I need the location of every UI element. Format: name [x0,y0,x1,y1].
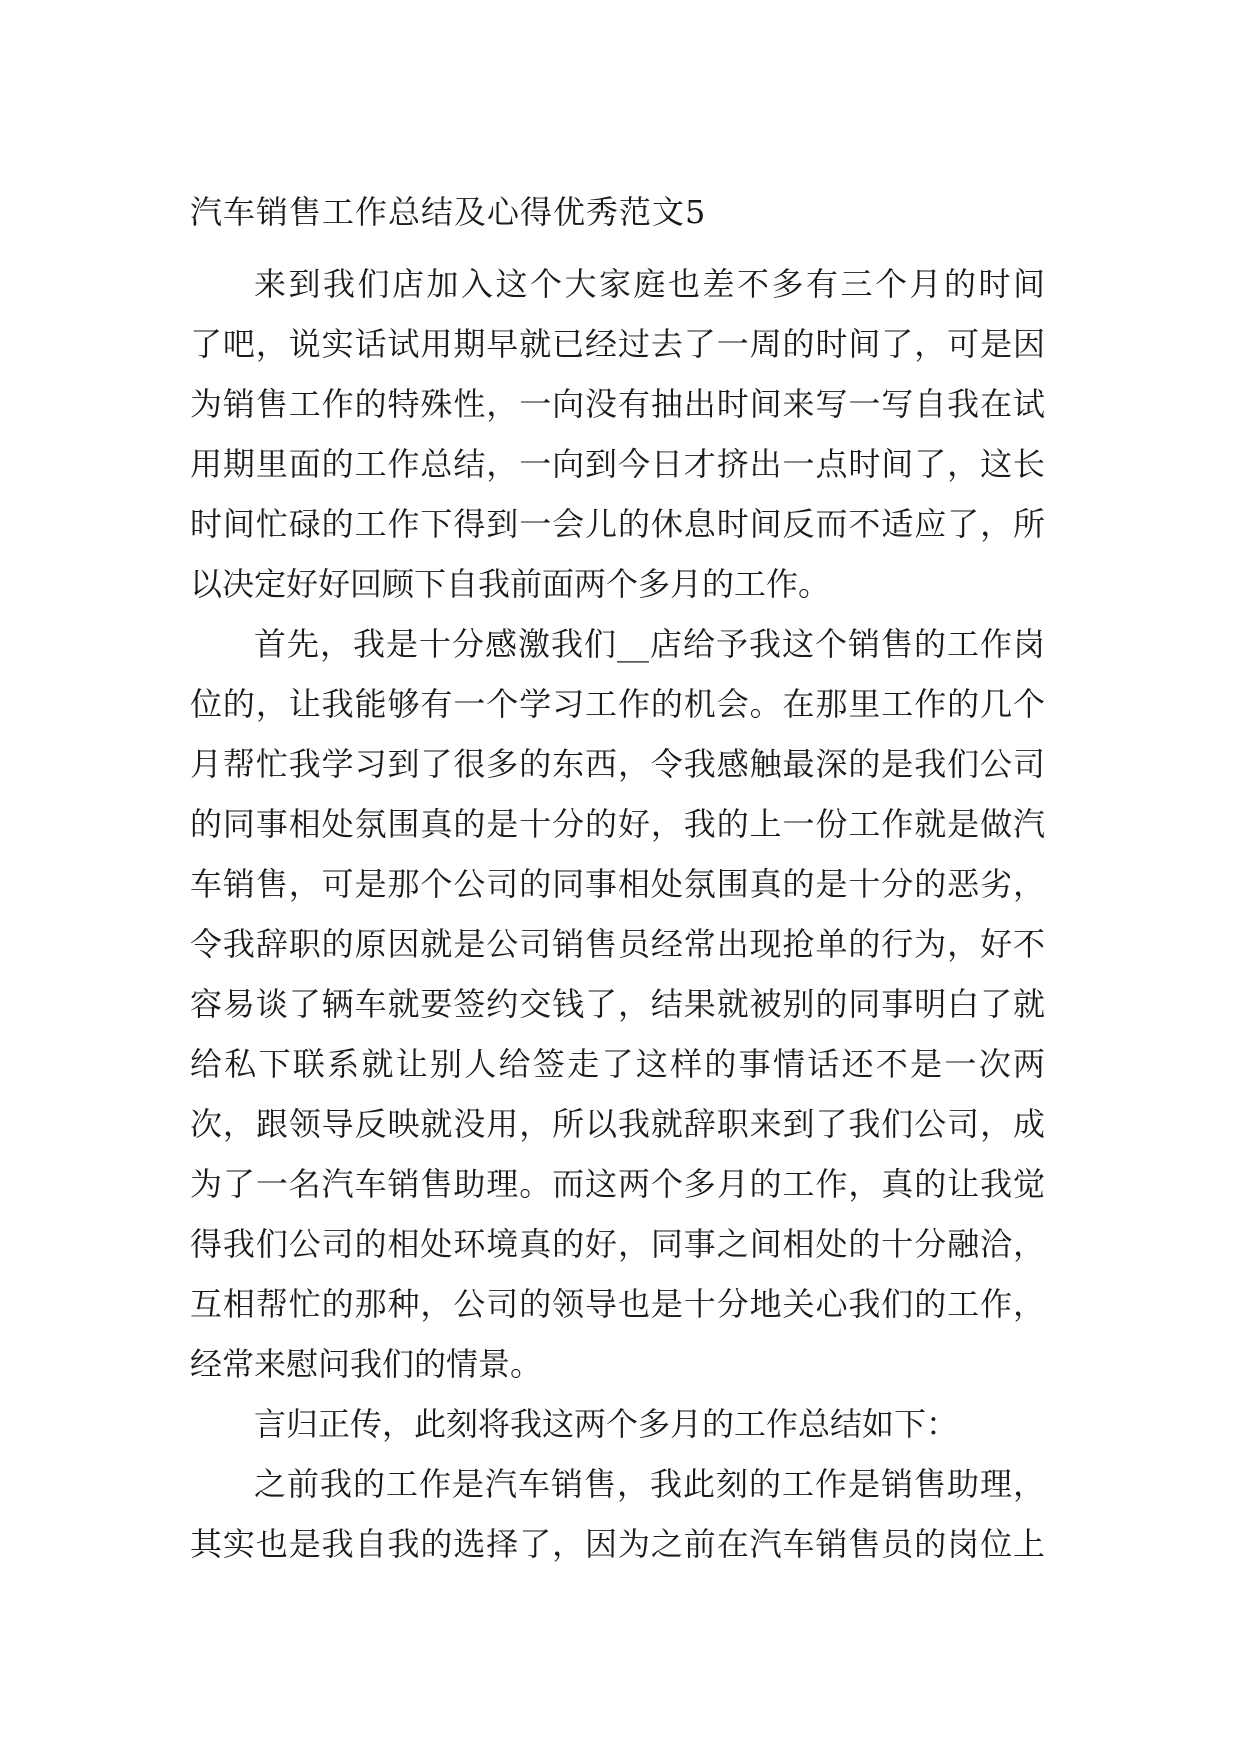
paragraph-4-line-1: 之前我的工作是汽车销售，我此刻的工作是销售助理， [254,1465,1045,1503]
paragraph-1-line-4: 用期里面的工作总结，一向到今日才挤出一点时间了，这长 [190,445,1045,483]
paragraph-2-line-8: 给私下联系就让别人给签走了这样的事情话还不是一次两 [190,1045,1045,1083]
paragraph-1-line-3: 为销售工作的特殊性，一向没有抽出时间来写一写自我在试 [190,385,1045,423]
paragraph-2-line-11: 得我们公司的相处环境真的好，同事之间相处的十分融洽， [190,1225,1045,1263]
paragraph-2-line-1: 首先，我是十分感激我们__店给予我这个销售的工作岗 [254,625,1045,663]
paragraph-2-line-4: 的同事相处氛围真的是十分的好，我的上一份工作就是做汽 [190,805,1045,843]
paragraph-1-line-6: 以决定好好回顾下自我前面两个多月的工作。 [190,565,831,603]
paragraph-1-line-1: 来到我们店加入这个大家庭也差不多有三个月的时间 [254,265,1045,303]
paragraph-1-line-5: 时间忙碌的工作下得到一会儿的休息时间反而不适应了，所 [190,505,1045,543]
paragraph-2-line-13: 经常来慰问我们的情景。 [190,1345,543,1383]
paragraph-2-line-9: 次，跟领导反映就没用，所以我就辞职来到了我们公司，成 [190,1105,1045,1143]
paragraph-2-line-6: 令我辞职的原因就是公司销售员经常出现抢单的行为，好不 [190,925,1045,963]
paragraph-3-line-1: 言归正传，此刻将我这两个多月的工作总结如下： [254,1405,959,1443]
paragraph-2-line-10: 为了一名汽车销售助理。而这两个多月的工作，真的让我觉 [190,1165,1045,1203]
paragraph-2-line-3: 月帮忙我学习到了很多的东西，令我感触最深的是我们公司 [190,745,1045,783]
paragraph-2-line-2: 位的，让我能够有一个学习工作的机会。在那里工作的几个 [190,685,1045,723]
document-body [190,254,1045,1574]
paragraph-2-line-5: 车销售，可是那个公司的同事相处氛围真的是十分的恶劣， [190,865,1045,903]
paragraph-2-line-12: 互相帮忙的那种，公司的领导也是十分地关心我们的工作， [190,1285,1045,1323]
document-title: 汽车销售工作总结及心得优秀范文5 [190,193,707,231]
paragraph-4-line-2: 其实也是我自我的选择了，因为之前在汽车销售员的岗位上 [190,1525,1045,1563]
paragraph-2-line-7: 容易谈了辆车就要签约交钱了，结果就被别的同事明白了就 [190,985,1045,1023]
paragraph-1-line-2: 了吧，说实话试用期早就已经过去了一周的时间了，可是因 [190,325,1045,363]
